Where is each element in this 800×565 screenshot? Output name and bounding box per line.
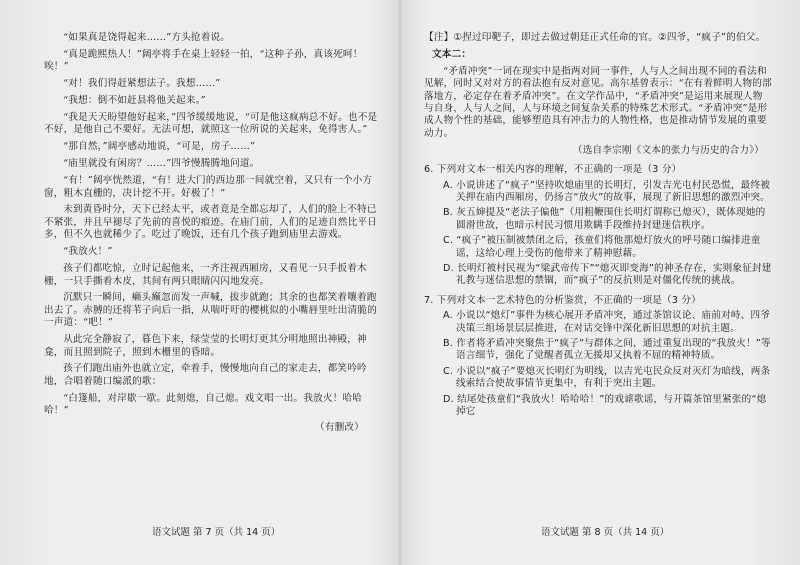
- paragraph: “我放火！”: [63, 246, 113, 258]
- paragraph: “如果真是饶得起来……”方头抢着说。: [63, 32, 231, 43]
- paragraph: 孩子们都吃惊，立时记起他来，一齐注视西厢房，又看见一只手扳着木栅，一只手撕着木皮，其间有两只眼睛闪闪地发亮。: [44, 263, 367, 287]
- paragraph: “我是天天盼望他好起来，”四爷缓缓地说，“可是他这疯病总不好。也不是不好，是他自己不要好。无法可想，就照这一位所说的关起来，免得害人。”: [44, 112, 378, 136]
- paragraph: “我想：倒不如赶县将他关起来。”: [63, 95, 206, 107]
- question-7-option-d: D. 结尾处孩童们“我放火！哈哈哈！”的戏谑歌谣，与开篇茶馆里紧张的“熄掉它: [443, 393, 767, 418]
- page-footer-8: 语文试题 第 8 页（共 14 页）: [541, 527, 670, 538]
- question-6-option-a: A. 小说讲述了“疯子”坚持吹熄庙里的长明灯，引发吉光屯村民恐慌，最终被关押在庙内西厢房，仍扬言“放火”的故事，展现了新旧思想的激烈冲突。: [443, 179, 771, 203]
- paragraph: “有！”阔亭恍然道，“有！进大门的西边那一间就空着，又只有一个小方窗，粗木直栅的，决计挖不开。好极了！”: [44, 175, 373, 199]
- paragraph: 沉默只一瞬间，癞头癫忽而发一声喊，拔步就跑；其余的也都笑着嚷着跑出去了。赤膊的还将苇子向后一指，从喘吁吁的樱桃似的小嘴唇里吐出清脆的一声道：“吧！”: [44, 292, 377, 329]
- question-6-option-d: D. 长明灯被村民视为“梁武帝传下”“熄灭即变海”的神圣存在，实则象征封建礼教与迷信思想的禁锢，而“疯子”的反抗则是对僵化传统的挑战。: [443, 263, 772, 287]
- text-two-heading: 文本二：: [432, 48, 472, 60]
- page-8: [400, 0, 800, 565]
- paragraph: “白篷船，对岸歇一歇。此刻熄，自己熄。戏文唱一出。我放火！哈哈哈！”: [44, 392, 363, 417]
- paragraph: “对！我们得赶紧想法子。我想……”: [63, 78, 221, 90]
- text-one-continued: [44, 32, 382, 439]
- paragraph: 孩子们跑出庙外也就立定，牵着手，慢慢地向自己的家走去，都笑吟吟地，合唱着随口编派的歌：: [44, 363, 367, 387]
- question-6-stem: 6. 下列对文本一相关内容的理解，不正确的一项是（3 分）: [424, 164, 682, 176]
- edited-note: （有删改）: [315, 422, 364, 434]
- paragraph: “真是跪熙热人！”阔亭将手在桌上轻轻一拍，“这种子孙，真该死呵！唉！”: [44, 48, 363, 73]
- paragraph: “那自然，”阔亭感动地说，“可是，房子……”: [63, 141, 256, 153]
- source-citation: （选自李宗刚《文本的张力与历史的合力》）: [572, 144, 764, 156]
- paragraph: “庙里就没有闲房？……”四爷慢腾腾地问道。: [63, 158, 260, 170]
- question-6-option-c: C. “疯子”被压制被禁闭之后，孩童们将他那熄灯放火的呼号随口编排进童谣，这给心理上受伤的他带来了精神慰藉。: [443, 235, 761, 259]
- question-7-option-b: B. 作者将矛盾冲突聚焦于“疯子”与群体之间，通过重复出现的“我放火！”等语言细节，强化了觉醒者孤立无援却又执着不屈的精神特质。: [443, 338, 771, 362]
- paragraph: 未到黄昏时分，天下已经太平，或者竟是全都忘却了，人们的脸上不特已不紧张，并且早褪尽了先前的喜悦的痕迹。在庙门前，人们的足迹自然比平日多，但不久也就稀少了。吃过了晚饭，还有几个孩子跑到庙里去游戏。: [44, 204, 377, 241]
- question-7-option-c: C. 小说以“疯子”要熄灭长明灯为明线，以吉光屯民众反对灭灯为暗线，两条线索结合使故事情节更集中，有利于突出主题。: [443, 365, 771, 390]
- page-footer-7: 语文试题 第 7 页（共 14 页）: [152, 527, 281, 538]
- paragraph: 从此完全静寂了，暮色下来，绿莹莹的长明灯更其分明地照出神殿，神龛，而且照到院子，照到木栅里的昏暗。: [44, 334, 367, 358]
- right-column: [424, 32, 772, 421]
- annotation-note: 【注】①捏过印靶子，即过去做过朝廷正式任命的官。②四爷，“疯子”的伯父。: [424, 32, 766, 43]
- question-7-option-a: A. 小说以“熄灯”事件为核心展开矛盾冲突，通过茶馆议论、庙前对峙、四爷决策三组场景层层推进，在对话交锋中深化新旧思想的对抗主题。: [443, 310, 771, 334]
- paragraph: “矛盾冲突”一词在现实中是指两对同一事件，人与人之间出现不同的看法和见解，同时又对对方的看法抱有反对意见。高尔基曾表示：“在有着鲜明人物的部落地方，必定存在着矛盾冲突”。在文学作品中，“矛盾冲突”是运用来展现人物与自身，人与人之间，人与环境之间复杂关系的特殊艺术形式。“矛盾冲突”是形成人物个性的基础，能够塑造具有冲击力的人物性格，也是推动情节发展的重要动力。: [424, 65, 772, 139]
- question-6-option-b: B. 灰五婶提及“老法子偏他”（用粗鞭围住长明灯谓称已熄灭），既体现她的圆滑世故，也暗示村民习惯用欺瞒手段维持封建迷信秩序。: [443, 207, 766, 231]
- question-7-stem: 7. 下列对文本一艺术特色的分析鉴赏，不正确的一项是（3 分）: [424, 294, 701, 306]
